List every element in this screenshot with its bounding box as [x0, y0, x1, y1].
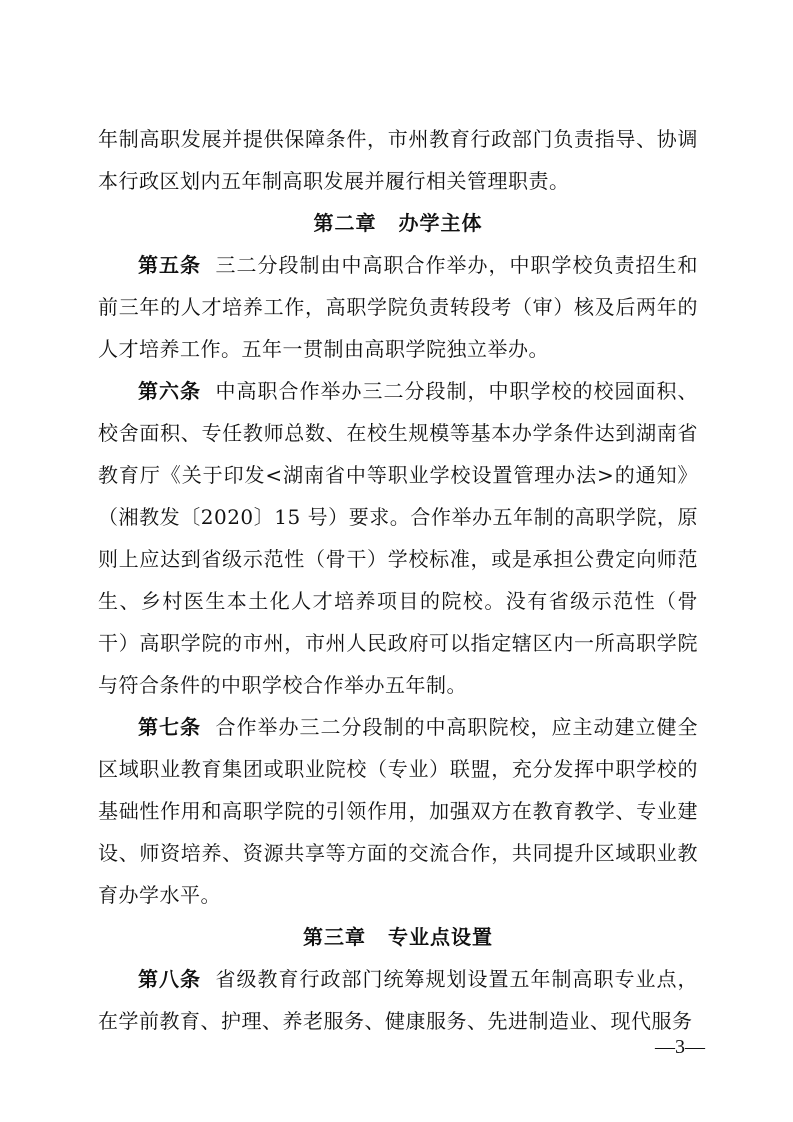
chapter-title: 专业点设置: [388, 925, 493, 949]
article-text: 省级教育行政部门统筹规划设置五年制高职专业点，在学前教育、护理、养老服务、健康服务、先进制造业、现代服务: [98, 967, 698, 1033]
article-label: 第八条: [138, 967, 201, 991]
chapter-number: 第二章: [313, 211, 377, 235]
document-body: [98, 118, 698, 1042]
article-5: [98, 244, 698, 370]
chapter-number: 第三章: [303, 925, 366, 949]
article-8: [98, 958, 698, 1042]
article-label: 第五条: [138, 253, 201, 277]
paragraph-continuation: 年制高职发展并提供保障条件，市州教育行政部门负责指导、协调本行政区划内五年制高职发展并履行相关管理职责。: [98, 127, 698, 193]
article-text: 三二分段制由中高职合作举办，中职学校负责招生和前三年的人才培养工作，高职学院负责转段考（审）核及后两年的人才培养工作。五年一贯制由高职学院独立举办。: [98, 253, 698, 361]
article-text: 合作举办三二分段制的中高职院校，应主动建立健全区域职业教育集团或职业院校（专业）联盟，充分发挥中职学校的基础性作用和高职学院的引领作用，加强双方在教育教学、专业建设、师资培养、资源共享等方面的交流合作，共同提升区域职业教育办学水平。: [98, 715, 698, 907]
page-number: —3—: [655, 1036, 705, 1058]
article-text: 中高职合作举办三二分段制，中职学校的校园面积、校舍面积、专任教师总数、在校生规模等基本办学条件达到湖南省教育厅《关于印发<湖南省中等职业学校设置管理办法>的通知》（湘教发〔2020〕15 号）要求。合作举办五年制的高职学院，原则上应达到省级示范性（骨干）学校标准，或是承担公费定向师范生、乡村医生本土化人才培养项目的院校。没有省级示范性（骨干）高职学院的市州，市州人民政府可以指定辖区内一所高职学院与符合条件的中职学校合作举办五年制。: [98, 379, 698, 697]
chapter-title: 办学主体: [398, 211, 483, 235]
article-label: 第六条: [138, 379, 201, 403]
article-6: [98, 370, 698, 706]
article-label: 第七条: [138, 715, 201, 739]
chapter-heading-2: [98, 202, 698, 244]
chapter-heading-3: [98, 916, 698, 958]
article-7: [98, 706, 698, 916]
